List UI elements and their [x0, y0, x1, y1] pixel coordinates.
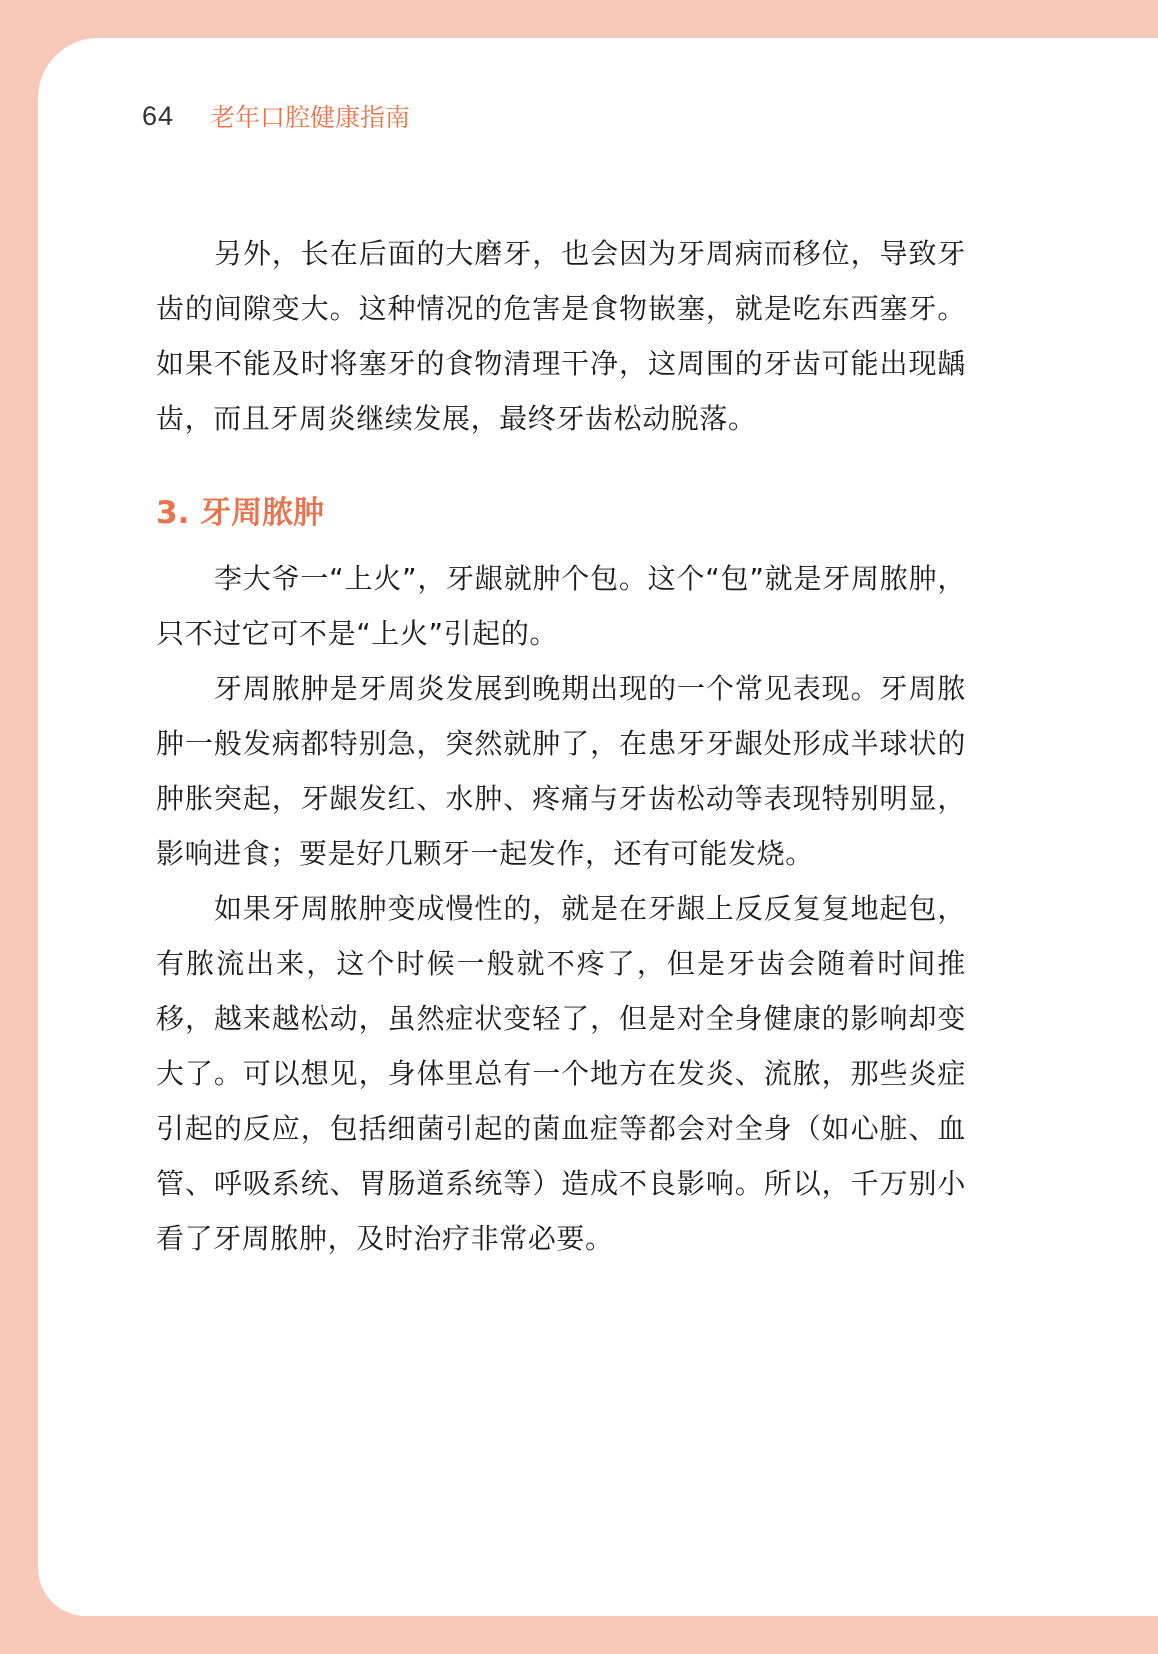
page-number: 64 — [142, 100, 175, 131]
running-title: 老年口腔健康指南 — [210, 103, 411, 132]
running-header — [142, 96, 410, 136]
body-paragraph-1: 李大爷一“上火”，牙龈就肿个包。这个“包”就是牙周脓肿，只不过它可不是“上火”引起的。 — [156, 562, 966, 650]
section-heading: 3. 牙周脓肿 — [156, 495, 325, 531]
body-paragraph-2: 牙周脓肿是牙周炎发展到晚期出现的一个常见表现。牙周脓肿一般发病都特别急，突然就肿了，在患牙牙龈处形成半球状的肿胀突起，牙龈发红、水肿、疼痛与牙齿松动等表现特别明显，影响进食；要是好几颗牙一起发作，还有可能发烧。 — [156, 672, 966, 870]
intro-paragraph: 另外，长在后面的大磨牙，也会因为牙周病而移位，导致牙齿的间隙变大。这种情况的危害是食物嵌塞，就是吃东西塞牙。如果不能及时将塞牙的食物清理干净，这周围的牙齿可能出现龋齿，而且牙周炎继续发展，最终牙齿松动脱落。 — [156, 237, 966, 435]
body-paragraph-3: 如果牙周脓肿变成慢性的，就是在牙龈上反反复复地起包，有脓流出来，这个时候一般就不疼了，但是牙齿会随着时间推移，越来越松动，虽然症状变轻了，但是对全身健康的影响却变大了。可以想见，身体里总有一个地方在发炎、流脓，那些炎症引起的反应，包括细菌引起的菌血症等都会对全身（如心脏、血管、呼吸系统、胃肠道系统等）造成不良影响。所以，千万别小看了牙周脓肿，及时治疗非常必要。 — [156, 892, 966, 1255]
main-content — [156, 226, 966, 1266]
